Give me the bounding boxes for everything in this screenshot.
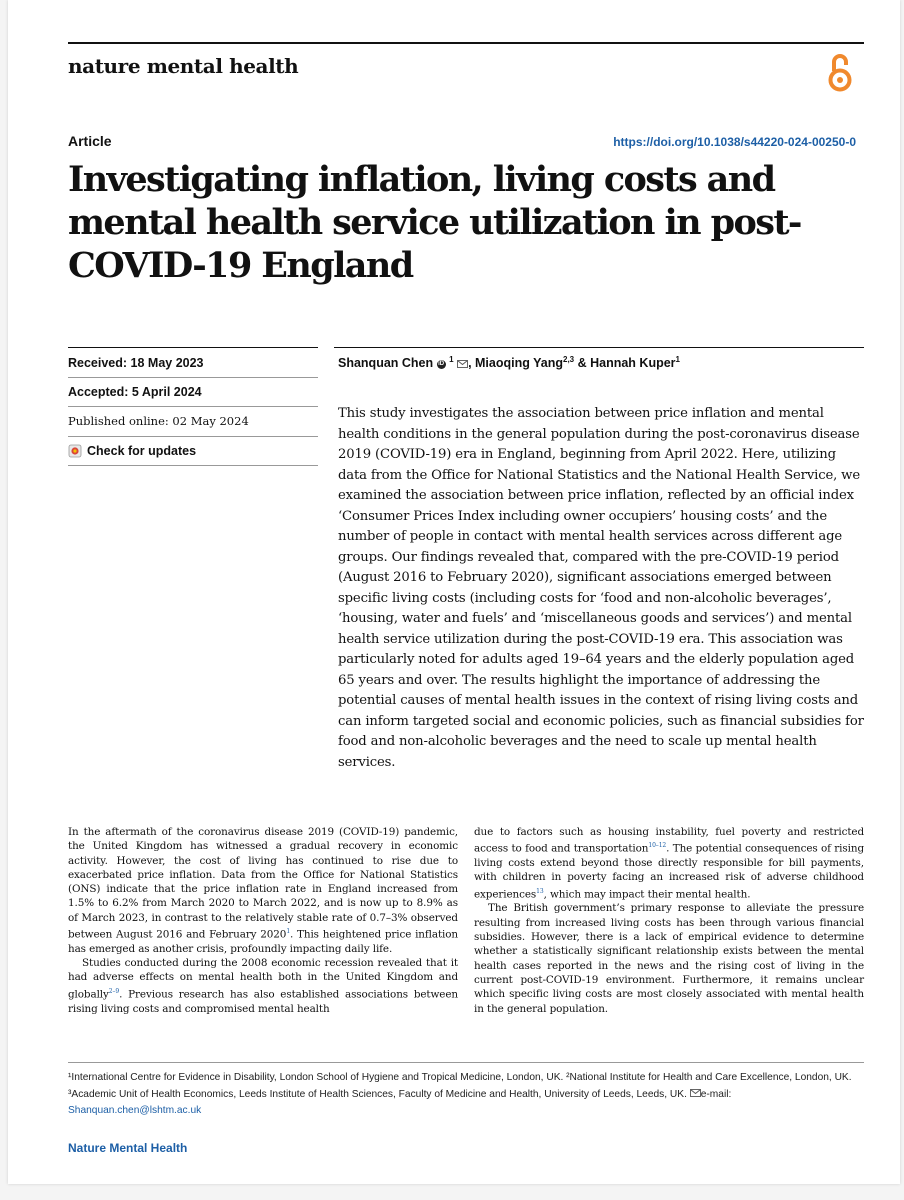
affiliations-footnote: ¹International Centre for Evidence in Disability, London School of Hygiene and Tropical Medicine, London, UK. ²National Institute for Health and Care Excellence, London, UK. ³Academic Unit of Health Economics, Leeds Institute of Health Sciences, Faculty of Medicine and Health, University of Leeds, Leeds, UK. e-mail: Shanquan.chen@lshtm.ac.uk xyxy=(68,1072,852,1116)
email-icon xyxy=(690,1089,701,1097)
meta-divider xyxy=(68,377,318,378)
body-paragraph: The British government’s primary response to alleviate the pressure resulting from increased living costs has been through various financial subsidies. However, there is a lack of empirical evidence to determine whether a statistically significant relationship exists between the mental health cases reported in the news and the rising cost of living in the current post-COVID-19 environment. Furthermore, it remains unclear which specific living costs are most closely associated with mental health in the general population. xyxy=(474,902,864,1015)
check-updates-label: Check for updates xyxy=(87,444,197,458)
check-updates-icon xyxy=(68,444,82,458)
affiliation-ref: 2,3 xyxy=(563,355,575,364)
accepted-date: Accepted: 5 April 2024 xyxy=(68,385,202,399)
affiliation-ref: 1 xyxy=(675,355,680,364)
citation-link[interactable]: 1 xyxy=(286,928,291,936)
open-access-icon xyxy=(826,50,854,94)
abstract: This study investigates the association between price inflation and mental health conditions in the general population during the post-coronavirus disease 2019 (COVID-19) era in England, beginning from April 2022. Here, utilizing data from the Office for National Statistics and the National Health Service, we examined the association between price inflation, reflected by an official index ‘Consumer Prices Index including owner occupiers’ housing costs’ and the number of people in contact with mental health services across different age groups. Our findings revealed that, compared with the pre-COVID-19 period (August 2016 to February 2020), significant associations emerged between specific living costs (including costs for ‘food and non-alcoholic beverages’, ‘housing, water and fuels’ and ‘miscellaneous goods and services’) and mental health service utilization during the post-COVID-19 era. This association was particularly noted for adults aged 19–64 years and the elderly population aged 65 years and over. The results highlight the importance of addressing the potential causes of mental health issues in the context of rising living costs and can inform targeted social and economic policies, such as financial subsidies for food and non-alcoholic beverages and the need to scale up mental health services. xyxy=(338,406,864,770)
citation-link[interactable]: 10–12 xyxy=(648,842,667,850)
author-separator: & xyxy=(574,356,591,371)
meta-divider xyxy=(68,436,318,437)
citation-link[interactable]: 13 xyxy=(536,887,544,895)
author-name[interactable]: Miaoqing Yang xyxy=(475,356,563,371)
published-date: Published online: 02 May 2024 xyxy=(68,414,249,428)
paper-page xyxy=(8,0,900,1184)
body-column-right xyxy=(474,825,864,1016)
email-link[interactable]: Shanquan.chen@lshtm.ac.uk xyxy=(68,1105,202,1116)
meta-divider xyxy=(68,406,318,407)
body-paragraph: Studies conducted during the 2008 economic recession revealed that it had adverse effects on mental health both in the United Kingdom and globally$^{2-9}$. Previous research has also established associations between rising living costs and compromised mental health xyxy=(68,957,458,1015)
received-date: Received: 18 May 2023 xyxy=(68,356,204,370)
paper-title: Investigating inflation, living costs and mental health service utilization in post-COVID-19 England xyxy=(68,159,801,286)
footnote-rule xyxy=(68,1062,864,1063)
affiliation-ref: 1 xyxy=(449,355,454,364)
body-paragraph: due to factors such as housing instability, fuel poverty and restricted access to food and transportation$^{10-12}$. The potential consequences of rising living costs extend beyond those directly responsible for bill payments, with children in poverty facing an increased risk of adverse childhood experiences$^{13}$, which may impact their mental health. xyxy=(474,826,864,901)
citation-link[interactable]: 2–9 xyxy=(108,987,120,995)
author-list xyxy=(338,355,680,370)
author-name[interactable]: Hannah Kuper xyxy=(590,356,676,371)
doi-link[interactable]: https://doi.org/10.1038/s44220-024-00250-0 xyxy=(613,135,856,149)
right-rule xyxy=(334,347,864,348)
journal-name: nature mental health xyxy=(68,54,299,78)
footer-journal-name: Nature Mental Health xyxy=(68,1141,188,1155)
check-for-updates-button[interactable] xyxy=(68,444,196,458)
left-rule xyxy=(68,347,318,348)
author-separator: , xyxy=(468,356,476,371)
top-rule xyxy=(68,42,864,44)
author-name[interactable]: Shanquan Chen xyxy=(338,356,434,371)
body-paragraph: In the aftermath of the coronavirus disease 2019 (COVID-19) pandemic, the United Kingdom has witnessed a gradual recovery in economic activity. However, the cost of living has continued to rise due to exacerbated price inflation. Data from the Office for National Statistics (ONS) indicate that the price inflation rate in England increased from 1.5% to 6.2% from March 2020 to March 2022, and is now up to 8.9% as of March 2023, in contrast to the relatively stable rate of 0.7–3% observed between August 2016 and February 2020$^1$. This heightened price inflation has emerged as another crisis, profoundly impacting daily life. xyxy=(68,826,459,955)
article-type: Article xyxy=(68,133,112,149)
meta-divider xyxy=(68,465,318,466)
orcid-icon[interactable]: iD xyxy=(438,361,445,368)
email-icon[interactable] xyxy=(457,360,468,368)
body-column-left xyxy=(68,825,458,1016)
